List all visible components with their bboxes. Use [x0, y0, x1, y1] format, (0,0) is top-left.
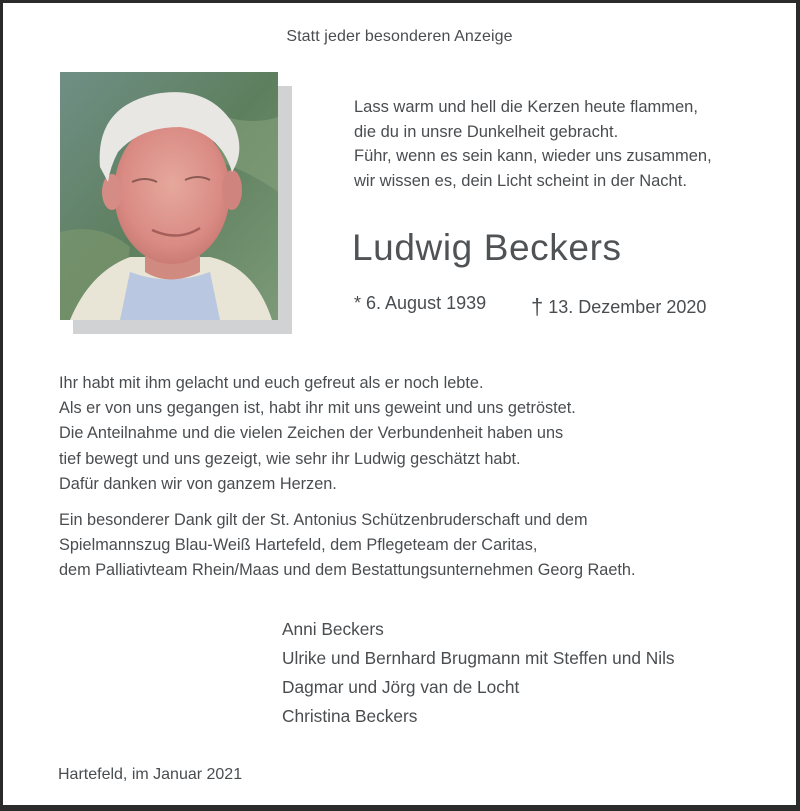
portrait-photo [60, 72, 278, 320]
thanks-line: dem Palliativteam Rhein/Maas und dem Bestattungsunternehmen Georg Raeth. [59, 561, 636, 580]
header-title: Statt jeder besonderen Anzeige [286, 28, 513, 45]
obituary-page [3, 3, 796, 805]
death-date-group [531, 293, 706, 319]
cross-icon: † [531, 294, 544, 319]
place-date: Hartefeld, im Januar 2021 [58, 766, 243, 783]
thanks-paragraph-2 [59, 508, 636, 584]
poem-line: Führ, wenn es sein kann, wieder uns zusammen, [354, 147, 712, 165]
family-member: Christina Beckers [282, 706, 418, 726]
deceased-name: Ludwig Beckers [352, 227, 622, 268]
death-date: 13. Dezember 2020 [548, 297, 707, 317]
poem-line: die du in unsre Dunkelheit gebracht. [354, 122, 619, 141]
thanks-line: tief bewegt und uns gezeigt, wie sehr ihr Ludwig geschätzt habt. [59, 449, 521, 468]
portrait-illustration [60, 72, 278, 320]
poem [354, 95, 712, 193]
thanks-line: Ein besonderer Dank gilt der St. Antonius Schützenbruderschaft und dem [59, 511, 588, 529]
thanks-line: Spielmannszug Blau-Weiß Hartefeld, dem Pflegeteam der Caritas, [59, 536, 538, 555]
family-member: Anni Beckers [282, 619, 384, 639]
poem-line: Lass warm und hell die Kerzen heute flammen, [354, 98, 698, 116]
thanks-paragraph-1 [59, 371, 576, 497]
family-signatures [282, 615, 675, 731]
thanks-line: Als er von uns gegangen ist, habt ihr mit uns geweint und uns getröstet. [59, 399, 576, 418]
birth-date: * 6. August 1939 [354, 293, 487, 313]
poem-line: wir wissen es, dein Licht scheint in der Nacht. [354, 171, 687, 190]
thanks-line: Die Anteilnahme und die vielen Zeichen der Verbundenheit haben uns [59, 424, 564, 443]
family-member: Dagmar und Jörg van de Locht [282, 677, 520, 697]
thanks-line: Ihr habt mit ihm gelacht und euch gefreut als er noch lebte. [59, 374, 484, 392]
thanks-line: Dafür danken wir von ganzem Herzen. [59, 474, 337, 493]
family-member: Ulrike und Bernhard Brugmann mit Steffen und Nils [282, 648, 675, 668]
